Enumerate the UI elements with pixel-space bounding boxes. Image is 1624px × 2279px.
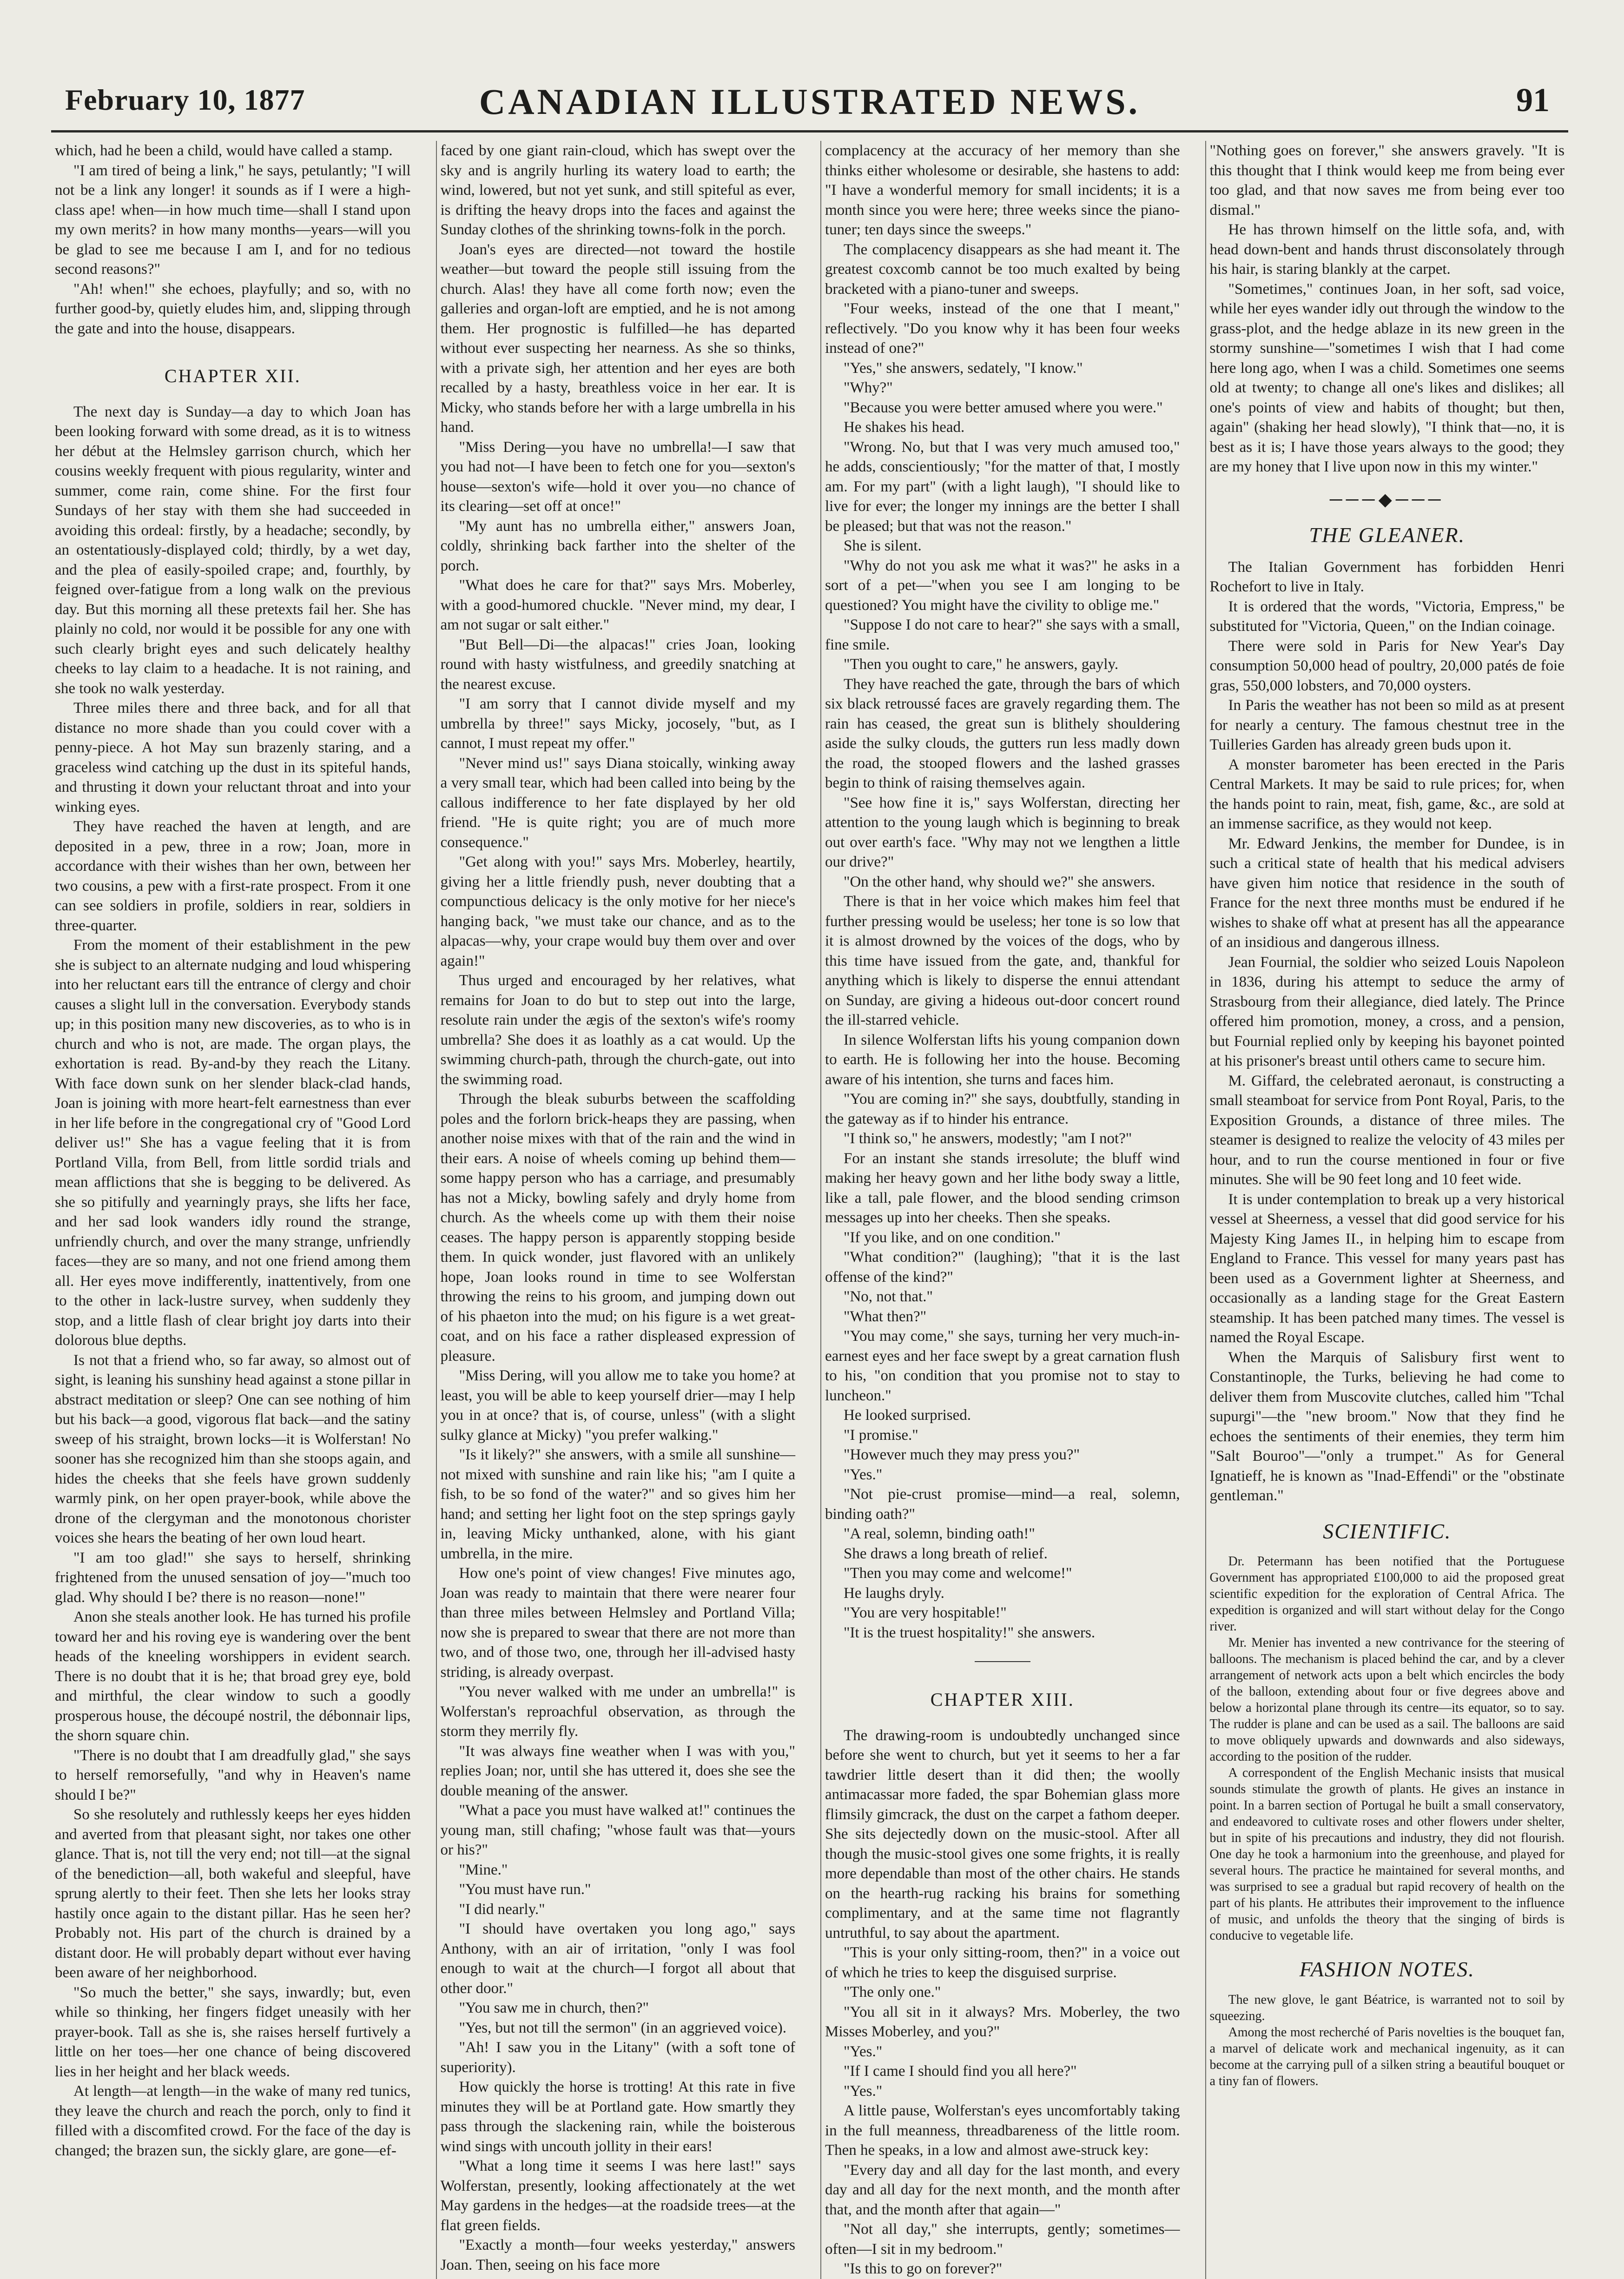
paragraph: There is that in her voice which makes him feel that further pressing would be useless; her tone is so low that it is almost drowned by the voices of the dogs, who by this time have issued from the gate, and, thankful for anything which is likely to disperse the ennui attendant on Sunday, are giving a hideous out-door concert round the ill-starred vehicle. (825, 893, 1180, 1028)
paragraph: "I am tired of being a link," he says, petulantly; "I will not be a link any longer! it sounds as if I were a high-class ape! when—in how much time—shall I stand upon my own merits? in how many months—years—will you be glad to see me because I am I, and for no tedious second reasons?" (55, 162, 411, 278)
news-item: Mr. Edward Jenkins, the member for Dundee, is in such a critical state of health that his medical advisers have given him notice that residence in the south of France for the next three months must be endured if he wishes to shake off what at present has all the appearance of an insidious and dangerous illness. (1209, 835, 1565, 951)
news-item: When the Marquis of Salisbury first went to Constantinople, the Turks, believing he had come to deliver them from Muscovite clutches, called him "Tchal supurgi"—the "new broom." Now that they find he echoes the sentiments of their enemies, they term him "Salt Bouroo"—"only a trumpet." As for General Ignatieff, he is known as "Inad-Effendi" or the "obstinate gentleman." (1209, 1349, 1565, 1504)
paragraph: "No, not that." (844, 1288, 933, 1305)
masthead (51, 79, 1568, 132)
paragraph: "Never mind us!" says Diana stoically, winking away a very small tear, which had been called into being by the callous indifference to her fate displayed by her old friend. "He is quite right; you are of much more consequence." (440, 755, 795, 851)
news-item: Among the most recherché of Paris novelties is the bouquet fan, a marvel of delicate work and mechanical ingenuity, as it can become at the carrying pull of a silken string a beautiful bouquet or a tiny fan of flowers. (1209, 2025, 1565, 2088)
paragraph: Anon she steals another look. He has turned his profile toward her and his roving eye is wandering over the bent heads of the kneeling worshippers in evident search. There is no doubt that it is he; that broad grey eye, bold and mirthful, the clear window to such a goodly prosperous house, the découpé nostril, the débonnair lips, the shorn square chin. (55, 1609, 411, 1744)
paragraph: "See how fine it is," says Wolferstan, directing her attention to the young laugh which is beginning to break out over earth's face. "Why may not we lengthen a little our drive?" (825, 794, 1180, 870)
paragraph: The drawing-room is undoubtedly unchanged since before she went to church, but yet it seems to her a far tawdrier little desert than it did then; the woolly antimacassar more faded, the spar Bohemian glass more flimsily gimcrack, the dust on the carpet a fathom deeper. She sits dejectedly down on the music-stool. After all though the music-stool gives one some frights, it is really more dependable than most of the other chairs. He stands on the hearth-rug racking his brains for something complimentary, and at the same time not flagrantly untruthful, to say about the apartment. (825, 1727, 1180, 1941)
paragraph: "What condition?" (laughing); "that it is the last offense of the kind?" (825, 1249, 1180, 1285)
news-item: In Paris the weather has not been so mild as at present for nearly a century. The famous chestnut tree in the Tuilleries Garden has already green buds upon it. (1209, 697, 1565, 753)
paragraph: Through the bleak suburbs between the scaffolding poles and the forlorn brick-heaps they are passing, when another noise mixes with that of the rain and the wind in their ears. A noise of wheels coming up behind them—some happy person who has a carriage, and presumably has not a Micky, bowling safely and dryly home from church. As the wheels come up with them their noise ceases. The happy person is apparently stopping beside them. In quick wonder, just flavored with an unlikely hope, Joan looks round in time to see Wolferstan throwing the reins to his groom, and jumping down out of his phaeton into the mud; on his figure is a wet great-coat, and on his face a rather displeased expression of pleasure. (440, 1091, 795, 1365)
paragraph: "The only one." (844, 1984, 941, 2001)
news-item: The Italian Government has forbidden Henri Rochefort to live in Italy. (1209, 558, 1565, 595)
ornament-divider: ───◆─── (1329, 490, 1445, 510)
paragraph: "If you like, and on one condition." (844, 1229, 1061, 1246)
paragraph: "You never walked with me under an umbrella!" is Wolferstan's reproachful observation, as through the storm they merrily fly. (440, 1683, 795, 1740)
paragraph: "But Bell—Di—the alpacas!" cries Joan, looking round with hasty wistfulness, and greedily snatching at the nearest excuse. (440, 636, 795, 693)
paragraph: "Then you may come and welcome!" (844, 1565, 1072, 1582)
paragraph: "Yes," she answers, sedately, "I know." (844, 359, 1083, 377)
paragraph: "You are very hospitable!" (844, 1604, 1007, 1621)
paragraph: "Yes, but not till the sermon" (in an aggrieved voice). (459, 2019, 787, 2036)
paragraph: "A real, solemn, binding oath!" (844, 1525, 1035, 1542)
paragraph: He laughs dryly. (844, 1584, 944, 1602)
paragraph: "Ah! I saw you in the Litany" (with a soft tone of superiority). (440, 2039, 795, 2076)
paragraph: "Ah! when!" she echoes, playfully; and so, with no further good-by, quietly eludes him, and, slipping through the gate and into the house, disappears. (55, 280, 411, 337)
paragraph: "You are coming in?" she says, doubtfully, standing in the gateway as if to hinder his entrance. (825, 1091, 1180, 1127)
paragraph: The complacency disappears as she had meant it. The greatest coxcomb cannot be too much exalted by being bracketed with a piano-tuner and sweeps. (825, 241, 1180, 298)
paragraph: How quickly the horse is trotting! At this rate in five minutes they will be at Portland gate. How smartly they pass through the slackening rain, while the boisterous wind sings with uncouth jollity in their ears! (440, 2079, 795, 2155)
paragraph: "Is this to go on forever?" (844, 2260, 1003, 2277)
paragraph: "Yes." (844, 2043, 883, 2060)
paragraph: "If I came I should find you all here?" (844, 2063, 1077, 2080)
paragraph: For an instant she stands irresolute; the bluff wind making her heavy gown and her lithe body sway a little, like a tall, pale flower, and the blood sending crimson messages up into her cheeks. Then she speaks. (825, 1150, 1180, 1226)
news-item: M. Giffard, the celebrated aeronaut, is constructing a small steamboat for service from Pont Royal, Paris, to the Exposition Grounds, a distance of three miles. The steamer is designed to realize the velocity of 43 miles per hour, and to run the course mentioned in four or five minutes. She will be 90 feet long and 10 feet wide. (1209, 1072, 1565, 1188)
paragraph: "Wrong. No, but that I was very much amused too," he adds, conscientiously; "for the matter of that, I mostly am. For my part" (with a light laugh), "I should like to live for ever; the longer my innings are the better I shall be pleased; but that was not the reason." (825, 438, 1180, 535)
chapter-heading: CHAPTER XIII. (930, 1689, 1075, 1710)
paragraph: "Why do not you ask me what it was?" he asks in a sort of a pet—"when you see I am longing to be questioned? You might have the civility to oblige me." (825, 557, 1180, 614)
news-item: The new glove, le gant Béatrice, is warranted not to soil by squeezing. (1209, 1992, 1565, 2023)
paragraph: "Get along with you!" says Mrs. Moberley, heartily, giving her a little friendly push, never doubting that a compunctious delicacy is the only motive for her niece's hanging back, "we must take our chance, and as to the alpacas—why, your crape would buy them over and over again!" (440, 854, 795, 969)
paragraph: At length—at length—in the wake of many red tunics, they leave the church and reach the porch, only to find it filled with a discomfited crowd. For the face of the day is changed; the brazen sun, the sickly glare, are gone—ef- (55, 2083, 411, 2159)
paragraph: "Sometimes," continues Joan, in her soft, sad voice, while her eyes wander idly out through the window to the grass-plot, and the hedge ablaze in its new green in the stormy sunshine—"sometimes I wish that I had come here long ago, when I was a child. Sometimes one seems old at twenty; to change all one's likes and dislikes; all one's points of view and habits of thought; but then, again" (shaking her head slowly), "I think that—no, it is best as it is; I have those years always to the good; they are my honey that I live upon now in this my winter." (1209, 280, 1565, 475)
news-item: Mr. Menier has invented a new contrivance for the steering of balloons. The mechanism is placed behind the car, and by a clever arrangement of network acts upon a belt which encircles the body of the balloon, extending about four or five degrees above and below a horizontal plane through its centre—its equator, so to say. The rudder is plane and can be used as a sail. The balloons are said to move obliquely upwards and downwards and also sideways, according to the position of the rudder. (1209, 1636, 1565, 1764)
paragraph: "Miss Dering, will you allow me to take you home? at least, you will be able to keep yourself drier—may I help you in at once? that is, of course, unless" (with a slight sulky glance at Micky) "you prefer walking." (440, 1367, 795, 1444)
paragraph: "It is the truest hospitality!" she answers. (844, 1624, 1096, 1641)
paragraph: "There is no doubt that I am dreadfully glad," she says to herself remorsefully, "and why in Heaven's name should I be?" (55, 1747, 411, 1803)
news-item: Dr. Petermann has been notified that the Portuguese Government has appropriated £100,000 to aid the proposed great scientific expedition for the exploration of Central Africa. The expedition is organized and will start without delay for the Congo river. (1209, 1554, 1565, 1634)
paragraph: "Not pie-crust promise—mind—a real, solemn, binding oath?" (825, 1486, 1180, 1523)
column-2 (436, 141, 799, 2279)
paragraph: "Mine." (459, 1861, 508, 1878)
paragraph: "So much the better," she says, inwardly; but, even while so thinking, her fingers fidget uneasily with her prayer-book. Tall as she is, she raises herself furtively a little on her toes—her one chance of being discovered lies in her height and her black weeds. (55, 1984, 411, 2080)
paragraph: "What a long time it seems I was here last!" says Wolferstan, presently, looking affectionately at the wet May gardens in the hedges—at the roadside trees—at the flat green fields. (440, 2158, 795, 2234)
news-item: It is ordered that the words, "Victoria, Empress," be substituted for "Victoria, Queen," on the Indian coinage. (1209, 598, 1565, 635)
paragraph: "Nothing goes on forever," she answers gravely. "It is this thought that I think would keep me from being ever too glad, and that now saves me from being ever too dismal." (1209, 142, 1565, 219)
paragraph: faced by one giant rain-cloud, which has swept over the sky and is angrily hurling its watery load to earth; the wind, lowered, but not yet sunk, and still spiteful as ever, is drifting the heavy drops into the faces and against the Sunday clothes of the shrinking towns-folk in the porch. (440, 142, 795, 238)
paragraph: Joan's eyes are directed—not toward the hostile weather—but toward the people still issuing from the church. Alas! they have all come forth now; even the galleries and organ-loft are emptied, and he is not among them. Her prognostic is fulfilled—he has departed without ever suspecting her nearness. As she so thinks, with a private sigh, her attention and her eyes are both recalled by a hasty, breathless voice in her ear. It is Micky, who stands before her with a large umbrella in his hand. (440, 241, 795, 436)
paragraph: which, had he been a child, would have called a stamp. (55, 142, 393, 159)
paragraph: "Yes." (844, 2082, 883, 2100)
paragraph: In silence Wolferstan lifts his young companion down to earth. He is following her into the house. Becoming aware of his intention, she turns and faces him. (825, 1031, 1180, 1088)
paragraph: He has thrown himself on the little sofa, and, with head down-bent and hands thrust disconsolately through his hair, is staring blankly at the carpet. (1209, 221, 1565, 278)
section-title-scientific: SCIENTIFIC. (1323, 1519, 1452, 1543)
paragraph: "You saw me in church, then?" (459, 2000, 649, 2016)
paragraph: "Then you ought to care," he answers, gayly. (844, 656, 1119, 673)
paragraph: Is not that a friend who, so far away, so almost out of sight, is leaning his sunshiny head against a stone pillar in abstract meditation or sleep? One can see nothing of him but his back—a good, vigorous flat back—and the satiny sweep of his straight, brown locks—it is Wolferstan! No sooner has she recognized him than she stoops again, and hides the cheeks that she feels have grown suddenly warmly pink, on her open prayer-book, while above the drone of the clergyman and the monotonous chorister voices she hears the beating of her own loud heart. (55, 1352, 411, 1546)
newspaper-title: CANADIAN ILLUSTRATED NEWS. (479, 81, 1141, 122)
paragraph: "Why?" (844, 379, 893, 396)
column-3 (820, 141, 1184, 2279)
paragraph: "I should have overtaken you long ago," says Anthony, with an air of irritation, "only I was fool enough to wait at the church—I forgot all about that other door." (440, 1921, 795, 1997)
paragraph: "I think so," he answers, modestly; "am I not?" (844, 1130, 1132, 1147)
paragraph: She is silent. (844, 537, 922, 554)
paragraph: "What then?" (844, 1308, 927, 1325)
news-item: Jean Fournial, the soldier who seized Louis Napoleon in 1836, during his attempt to seduce the army of Strasbourg from their allegiance, died lately. The Prince offered him promotion, money, a cross, and a pension, but Fournial replied only by keeping his bayonet pointed at his prisoner's breast until others came to secure him. (1209, 954, 1565, 1069)
paragraph: "My aunt has no umbrella either," answers Joan, coldly, shrinking back farther into the shelter of the porch. (440, 517, 795, 574)
section-title-gleaner: THE GLEANER. (1309, 523, 1466, 547)
paragraph: From the moment of their establishment in the pew she is subject to an alternate nudging and loud whispering into her reluctant ears till the entrance of clergy and choir causes a slight lull in the conversation. Everybody stands up; in this position many new discoveries, as to who is in church and who is not, are made. The organ plays, the exhortation is read. By-and-by they reach the Litany. With face down sunk on her slender black-clad hands, Joan is joining with more heart-felt earnestness than ever in her life before in the congregational cry of "Good Lord deliver us!" She has a vague feeling that it is from Portland Villa, from Bell, from little sordid trials and mean afflictions that she is begging to be delivered. As she so pitifully and yearningly prays, she lifts her face, and her sad look wanders idly round the strange, unfriendly church, and over the many strange, unfriendly faces—they are so many, and not one friend among them all. Her eyes move indifferently, inattentively, from one to the other in lack-lustre survey, when suddenly they stop, and a little flash of clear bright joy darts into their dolorous blue depths. (55, 937, 411, 1349)
paragraph: Thus urged and encouraged by her relatives, what remains for Joan to do but to step out into the large, resolute rain under the ægis of the sexton's wife's roomy umbrella? She does it as loathly as a cat would. Up the swimming church-path, through the church-gate, out into the swimming road. (440, 972, 795, 1088)
text-columns (51, 141, 1568, 2277)
paragraph: "Is it likely?" she answers, with a smile all sunshine—not mixed with sunshine and rain like his; "am I quite a fish, to be so fond of the water?" and so gives him her hand; and setting her light foot on the step springs gayly in, leaving Micky unthanked, alone, with his giant umbrella, in the mire. (440, 1446, 795, 1562)
paragraph: "Not all day," she interrupts, gently; sometimes—often—I sit in my bedroom." (825, 2221, 1180, 2258)
news-item: There were sold in Paris for New Year's Day consumption 50,000 head of poultry, 20,000 patés de foie gras, 550,000 lobsters, and 70,000 oysters. (1209, 637, 1565, 694)
paragraph: "I did nearly." (459, 1901, 545, 1918)
paragraph: "You must have run." (459, 1881, 591, 1898)
paragraph: "However much they may press you?" (844, 1446, 1080, 1463)
paragraph: Three miles there and three back, and for all that distance no more shade than you could cover with a penny-piece. A hot May sun brazenly staring, and a graceless wind catching up the dust in its spiteful hands, and thrusting it down your reluctant throat and into your winking eyes. (55, 700, 411, 815)
paragraph: complacency at the accuracy of her memory than she thinks either wholesome or desirable, she hastens to add: "I have a wonderful memory for small incidents; it is a month since you were here; three weeks since the piano-tuner; ten days since the sweeps." (825, 142, 1180, 238)
paragraph: "Because you were better amused where you were." (844, 399, 1163, 416)
paragraph: He looked surprised. (844, 1407, 971, 1424)
paragraph: "Miss Dering—you have no umbrella!—I saw that you had not—I have been to fetch one for you—sexton's house—sexton's wife—hold it over you—no chance of its clearing—set off at once!" (440, 438, 795, 515)
paragraph: "What a pace you must have walked at!" continues the young man, still chafing; "whose fault was that—yours or his?" (440, 1802, 795, 1858)
paragraph: She draws a long breath of relief. (844, 1545, 1048, 1562)
paragraph: How one's point of view changes! Five minutes ago, Joan was ready to maintain that there were nearer four than three miles between Helmsley and Portland Villa; now she is prepared to swear that there are not more than two, and of those two, one, through her ill-advised hasty striding, is already overpast. (440, 1565, 795, 1681)
news-item: A correspondent of the English Mechanic insists that musical sounds stimulate the growth of plants. He gives an instance in point. In a barren section of Portugal he built a small conservatory, and endeavored to cultivate roses and other flowers under shelter, but in spite of his precautions and industry, they did not flourish. One day he took a harmonium into the greenhouse, and played for several hours. The practice he maintained for several months, and was surprised to see a gradual but rapid recovery of health on the part of his plants. He attributes their improvement to the influence of music, and unfolds the theory that the singing of birds is conducive to vegetable life. (1209, 1766, 1565, 1943)
column-4 (1205, 141, 1569, 2279)
section-divider (975, 1661, 1030, 1662)
paragraph: "It was always fine weather when I was with you," replies Joan; nor, until she has uttered it, does she see the double meaning of the answer. (440, 1742, 795, 1799)
paragraph: They have reached the gate, through the bars of which six black retroussé faces are gravely regarding them. The rain has ceased, the great sun is blithely shouldering aside the sulky clouds, the gutters run less madly down the road, the stooped flowers and the lashed grasses begin to think of raising themselves again. (825, 676, 1180, 791)
chapter-heading: CHAPTER XII. (164, 365, 301, 386)
paragraph: "On the other hand, why should we?" she answers. (844, 873, 1155, 890)
paragraph: They have reached the haven at length, and are deposited in a pew, three in a row; Joan, more in accordance with their wishes than her own, between her two cousins, a pew with a first-rate prospect. From it one can see soldiers in profile, soldiers in rear, soldiers in three-quarter. (55, 818, 411, 934)
paragraph: "This is your only sitting-room, then?" in a voice out of which he tries to keep the disguised surprise. (825, 1944, 1180, 1981)
paragraph: He shakes his head. (844, 419, 965, 436)
paragraph: "Suppose I do not care to hear?" she says with a small, fine smile. (825, 616, 1180, 653)
issue-date: February 10, 1877 (65, 83, 305, 116)
news-item: It is under contemplation to break up a very historical vessel at Sheerness, a vessel that did good service for his Majesty King James II., in helping him to escape from England to France. This vessel for many years past has been used as a Government lighter at Sheerness, and occasionally as a landing stage for the Great Eastern steamship. It has been patched many times. The vessel is named the Royal Escape. (1209, 1191, 1565, 1346)
paragraph: "Four weeks, instead of the one that I meant," reflectively. "Do you know why it has been four weeks instead of one?" (825, 300, 1180, 357)
page-number: 91 (1516, 81, 1550, 119)
news-item: A monster barometer has been erected in the Paris Central Markets. It may be said to rule prices; for, when the hands point to rain, meat, fish, game, &c., are sold at an immense sacrifice, as they would not keep. (1209, 756, 1565, 832)
paragraph: "Exactly a month—four weeks yesterday," answers Joan. Then, seeing on his face more (440, 2237, 795, 2273)
column-1 (51, 141, 415, 2279)
paragraph: "You all sit in it always? Mrs. Moberley, the two Misses Moberley, and you?" (825, 2003, 1180, 2040)
section-title-fashion: FASHION NOTES. (1299, 1957, 1475, 1981)
paragraph: "What does he care for that?" says Mrs. Moberley, with a good-humored chuckle. "Never mind, my dear, I am not sugar or salt either." (440, 577, 795, 633)
paragraph: "Every day and all day for the last month, and every day and all day for the next month, and the month after that, and the month after that again—" (825, 2161, 1180, 2218)
paragraph: "You may come," she says, turning her very much-in-earnest eyes and her face swept by a great carnation flush to his, "on condition that you promise not to stay to luncheon." (825, 1328, 1180, 1404)
paragraph: A little pause, Wolferstan's eyes uncomfortably taking in the full meanness, threadbareness of the little room. Then he speaks, in a low and almost awe-struck key: (825, 2102, 1180, 2159)
paragraph: "Yes." (844, 1466, 883, 1483)
paragraph: So she resolutely and ruthlessly keeps her eyes hidden and averted from that pleasant sight, nor takes one other glance. That is, not till the very end; not till—at the signal of the benediction—all, both wakeful and sleepful, have sprung alertly to their feet. Then she lets her looks stray hastily once again to the distant pillar. Has he seen her? Probably not. His part of the church is drained by a distant door. He will probably depart without ever having been aware of her neighborhood. (55, 1806, 411, 1981)
paragraph: "I am sorry that I cannot divide myself and my umbrella by three!" says Micky, jocosely, "but, as I cannot, I must repeat my offer." (440, 696, 795, 752)
paragraph: The next day is Sunday—a day to which Joan has been looking forward with some dread, as it is to witness her début at the Helmsley garrison church, which her cousins weekly frequent with pious regularity, winter and summer, come rain, come shine. For the first four Sundays of her stay with them she had succeeded in avoiding this ordeal: firstly, by a headache; secondly, by an ostentatiously-displayed cold; thirdly, by a wet day, and the plea of easily-spoiled crape; and, fourthly, by feigned over-fatigue from a long walk on the previous day. But this morning all these pretexts fail her. She has plainly no cold, nor would it be possible for any one with such clearly bright eyes and such delicately healthy cheeks to lay claim to a headache. It is not raining, and she took no walk yesterday. (55, 403, 411, 697)
paragraph: "I promise." (844, 1426, 918, 1444)
paragraph: "I am too glad!" she says to herself, shrinking frightened from the unused sensation of joy—"much too glad. Why should I be? there is no reason—none!" (55, 1549, 411, 1606)
